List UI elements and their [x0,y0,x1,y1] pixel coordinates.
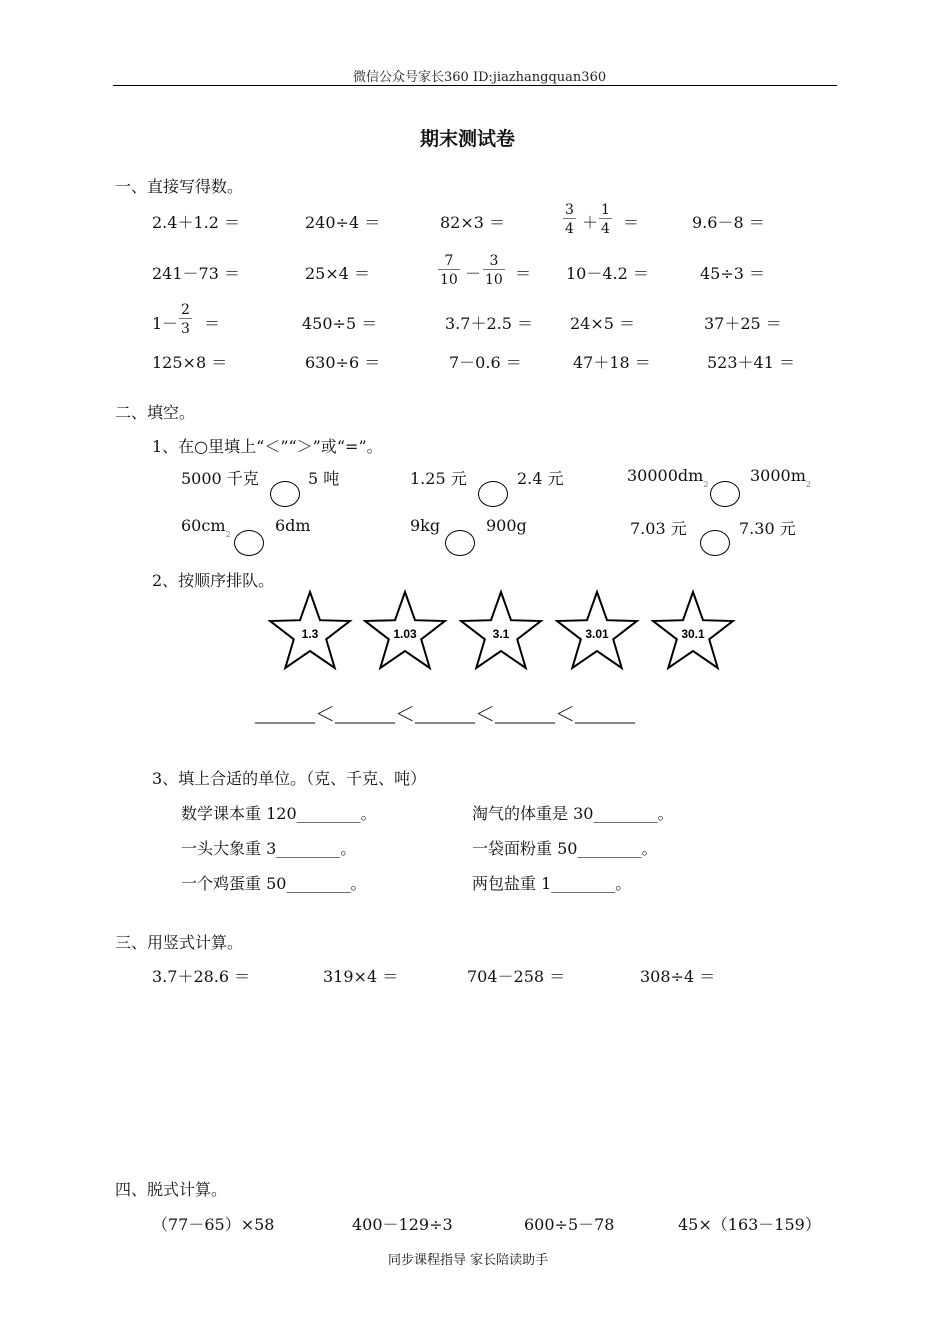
section1-heading: 一、直接写得数。 [115,177,244,196]
section2-heading: 二、填空。 [115,403,196,422]
vertical-calc-item: 308÷4 ＝ [640,967,716,986]
calc-item: 45÷3 ＝ [700,264,766,283]
calc-item: 523＋41 ＝ [707,353,795,372]
compare-left: 7.03 元 [630,519,687,538]
operator: － [465,264,482,283]
question-1-label: 1、在○里填上“＜”“＞”或“=”。 [152,437,383,456]
calc-item: 240÷4 ＝ [305,213,381,232]
compare-left: $60cm_2$ [181,516,231,539]
calc-item: 2.4＋1.2 ＝ [152,213,240,232]
compare-left: 1.25 元 [410,469,467,488]
calc-item: 7－0.6 ＝ [449,353,522,372]
section3-heading: 三、用竖式计算。 [115,933,244,952]
stepwise-calc-item: 600÷5－78 [524,1215,615,1234]
fraction: $\frac{3}{4}$ [565,202,574,237]
calc-item: ＝ [515,264,532,283]
compare-circle[interactable] [234,530,264,556]
page-title: 期末测试卷 [420,128,516,150]
calc-item: 450÷5 ＝ [302,314,378,333]
vertical-calc-item: 3.7＋28.6 ＝ [152,967,251,986]
unit-item[interactable]: 两包盐重 1________。 [472,874,632,893]
question-3-label: 3、填上合适的单位。（克、千克、吨） [152,769,427,788]
section4-heading: 四、脱式计算。 [115,1180,228,1199]
stepwise-calc-item: 45×（163－159） [678,1215,821,1234]
calc-item: 241－73 ＝ [152,264,240,283]
calc-item: 37＋25 ＝ [704,314,782,333]
vertical-calc-item: 704－258 ＝ [467,967,566,986]
star-label: 30.1 [681,627,705,641]
compare-right: 2.4 元 [517,469,564,488]
calc-item: 9.6－8 ＝ [692,213,765,232]
compare-circle[interactable] [270,481,300,507]
calc-item: 82×3 ＝ [440,213,506,232]
star-label: 3.01 [585,627,609,641]
unit-item[interactable]: 数学课本重 120________。 [181,804,377,823]
fraction: $\frac{7}{10}$ [440,253,458,288]
calc-item: 630÷6 ＝ [305,353,381,372]
stepwise-calc-item: （77－65）×58 [152,1215,275,1234]
stepwise-calc-item: 400－129÷3 [352,1215,453,1234]
operator: 1－ [152,314,179,333]
compare-circle[interactable] [700,530,730,556]
star-label: 1.3 [301,627,319,641]
compare-right: 7.30 元 [739,519,796,538]
vertical-calc-item: 319×4 ＝ [323,967,399,986]
compare-right: 6dm [275,516,311,535]
compare-circle[interactable] [445,530,475,556]
compare-right: $3000m_2$ [750,466,811,489]
unit-item[interactable]: 一头大象重 3________。 [181,839,357,858]
calc-item: ＝ [623,213,640,232]
compare-left: 5000 千克 [181,469,259,488]
star-label: 1.03 [393,627,417,641]
star-label: 3.1 [492,627,510,641]
compare-left: $30000dm_2$ [627,466,709,489]
compare-left: 9kg [410,516,441,535]
calc-item: 24×5 ＝ [570,314,636,333]
operator: ＋ [582,213,599,232]
stars-group [260,588,750,678]
calc-item: ＝ [204,314,221,333]
calc-item: 10－4.2 ＝ [566,264,649,283]
compare-circle[interactable] [478,481,508,507]
fraction: $\frac{1}{4}$ [601,202,610,237]
question-2-label: 2、按顺序排队。 [152,571,275,590]
unit-item[interactable]: 淘气的体重是 30________。 [472,804,674,823]
compare-right: 5 吨 [308,469,340,488]
calc-item: 125×8 ＝ [152,353,228,372]
compare-right: 900g [486,516,527,535]
unit-item[interactable]: 一袋面粉重 50________。 [472,839,658,858]
unit-item[interactable]: 一个鸡蛋重 50________。 [181,874,367,893]
calc-item: 25×4 ＝ [305,264,371,283]
order-line[interactable]: ______＜______＜______＜______＜______ [255,704,635,726]
compare-circle[interactable] [710,481,740,507]
page-header: 微信公众号家长360 ID:jiazhangquan360 [353,70,607,85]
fraction: $\frac{2}{3}$ [181,302,190,337]
calc-item: 3.7＋2.5 ＝ [445,314,533,333]
header-rule [113,85,837,86]
fraction: $\frac{3}{10}$ [485,253,503,288]
calc-item: 47＋18 ＝ [573,353,651,372]
page-footer: 同步课程指导 家长陪读助手 [388,1253,549,1268]
